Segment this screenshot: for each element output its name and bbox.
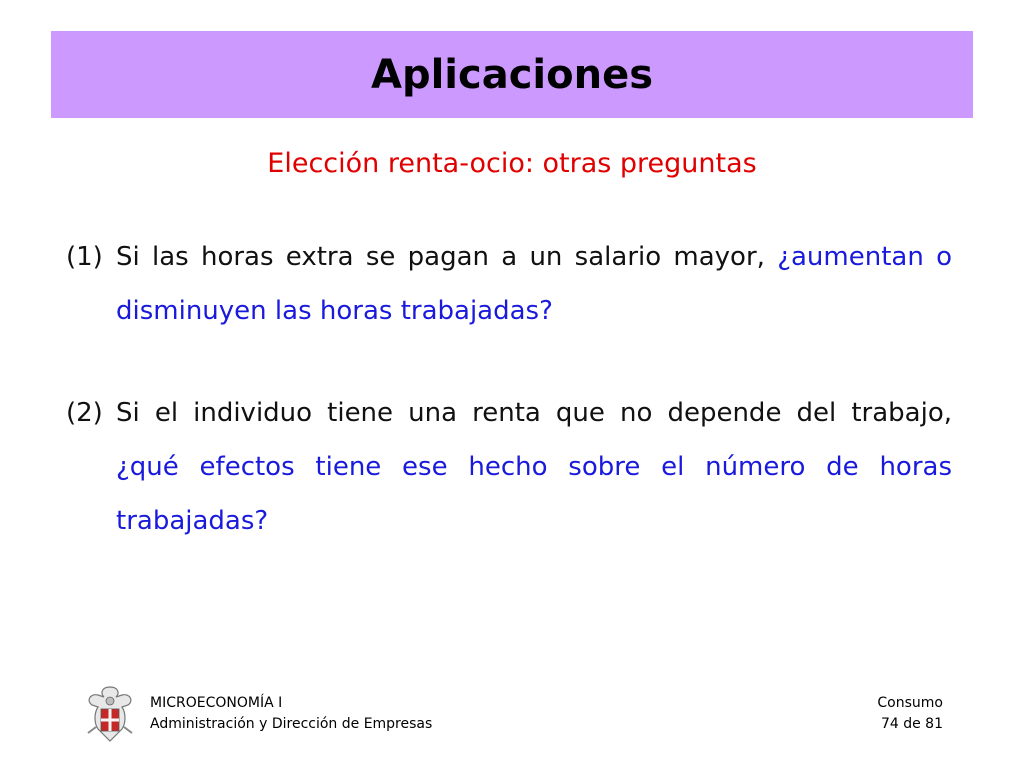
- item-text-plain: Si el individuo tiene una renta que no depende del trabajo,: [116, 398, 952, 428]
- item-text-highlight: ¿qué efectos tiene ese hecho sobre el número de horas trabajadas?: [116, 452, 952, 536]
- university-crest-icon: [80, 683, 140, 745]
- slide-title: Aplicaciones: [370, 51, 654, 98]
- item-text: [116, 230, 952, 338]
- footer-course: MICROECONOMÍA I: [150, 695, 283, 711]
- footer-topic: Consumo: [877, 695, 943, 711]
- question-item-1: [66, 230, 952, 338]
- footer-program: Administración y Dirección de Empresas: [150, 716, 433, 732]
- slide-subtitle: Elección renta-ocio: otras preguntas: [267, 148, 757, 179]
- title-bar: [51, 31, 973, 118]
- footer-page-info: [877, 693, 943, 735]
- item-text: [116, 386, 952, 548]
- item-number: (1): [66, 242, 103, 272]
- item-number: (2): [66, 398, 103, 428]
- footer-course-info: [150, 693, 432, 735]
- footer-page-number: 74 de 81: [880, 716, 943, 732]
- item-text-plain: Si las horas extra se pagan a un salario mayor,: [116, 242, 765, 272]
- item-text-highlight: ¿aumentan o disminuyen las horas trabajadas?: [116, 242, 953, 326]
- question-item-2: [66, 386, 952, 548]
